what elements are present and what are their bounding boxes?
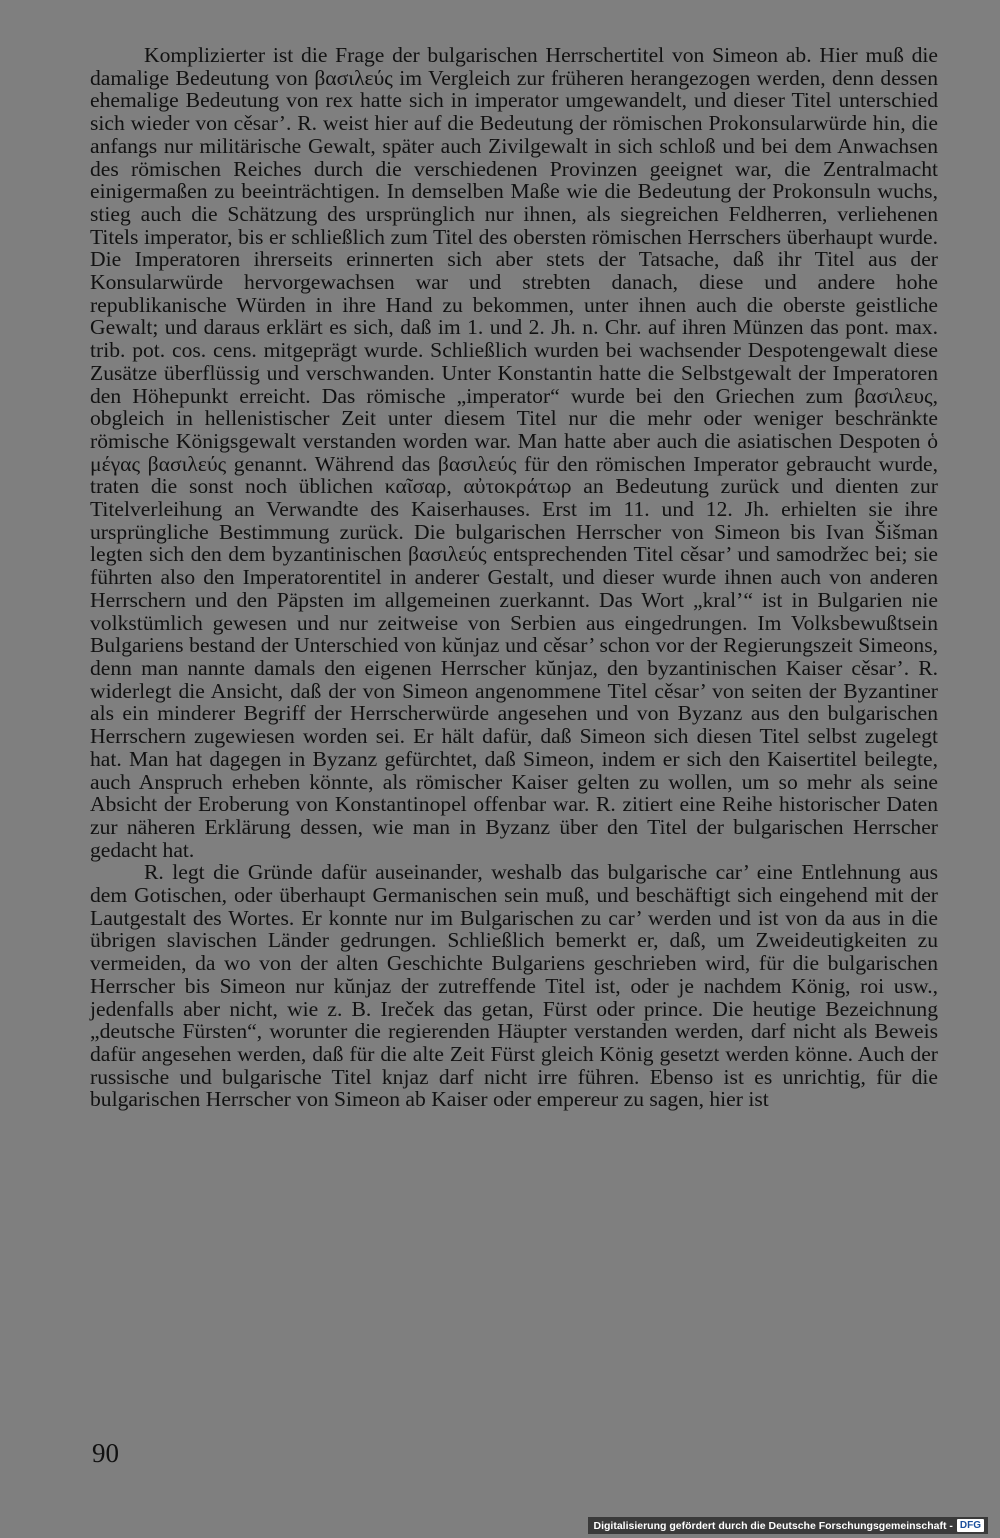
dfg-logo-icon: DFG <box>957 1519 984 1532</box>
footer-credit-text: Digitalisierung gefördert durch die Deutsche Forschungsgemeinschaft - <box>593 1519 953 1532</box>
paragraph-1: Komplizierter ist die Frage der bulgarischen Herrschertitel von Simeon ab. Hier muß die damalige Bedeutung von βασιλεύς im Vergleich zur früheren herangezogen werden, denn dessen ehemalige Bedeutung von rex hatte sich in imperator umgewandelt, und dieser Titel unterschied sich wieder von cěsar’. R. weist hier auf die Bedeutung der römischen Prokonsularwürde hin, die anfangs nur militärische Gewalt, später auch Zivilgewalt in sich schloß und bei dem Anwachsen des römischen Reiches durch die verschiedenen Provinzen geeignet war, die Zentralmacht einigermaßen zu beeinträchtigen. In demselben Maße wie die Bedeutung der Prokonsuln wuchs, stieg auch die Schätzung des ursprünglich nur ihnen, als siegreichen Feldherren, verliehenen Titels imperator, bis er schließlich zum Titel des obersten römischen Herrschers überhaupt wurde. Die Imperatoren ihrerseits erinnerten sich aber stets der Tatsache, daß ihr Titel aus der Konsularwürde hervorgewachsen war und strebten danach, diese und andere hohe republikanische Würden in ihre Hand zu bekommen, unter ihnen auch die oberste geistliche Gewalt; und daraus erklärt es sich, daß im 1. und 2. Jh. n. Chr. auf ihren Münzen das pont. max. trib. pot. cos. cens. mitgeprägt wurde. Schließlich wurden bei wachsender Despotengewalt diese Zusätze überflüssig und verschwanden. Unter Konstantin hatte die Selbstgewalt der Imperatoren den Höhepunkt erreicht. Das römische „imperator“ wurde bei den Griechen zum βασιλευς, obgleich in hellenistischer Zeit unter diesem Titel nur die mehr oder weniger beschränkte römische Königsgewalt verstanden worden war. Man hatte aber auch die asiatischen Despoten ὁ μέγας βασιλεύς genannt. Während das βασιλεύς für den römischen Imperator gebraucht wurde, traten die sonst noch üblichen καῖσαρ, αὐτοκράτωρ an Bedeutung zurück und dienten zur Titelverleihung an Verwandte des Kaiserhauses. Erst im 11. und 12. Jh. erhielten sie ihre ursprüngliche Bestimmung zurück. Die bulgarischen Herrscher von Simeon bis Ivan Šišman legten sich den dem byzantinischen βασιλεύς entsprechenden Titel cěsar’ und samodržec bei; sie führten also den Imperatorentitel in anderer Gestalt, und dieser wurde ihnen auch von anderen Herrschern und den Päpsten im allgemeinen zuerkannt. Das Wort „kral’“ ist in Bulgarien nie volkstümlich gewesen und nur zeitweise von Serbien aus eingedrungen. Im Volksbewußtsein Bulgariens bestand der Unterschied von kŭnjaz und cěsar’ schon vor der Regierungszeit Simeons, denn man nannte damals den eigenen Herrscher kŭnjaz, den byzantinischen Kaiser cěsar’. R. widerlegt die Ansicht, daß der von Simeon angenommene Titel cěsar’ von seiten der Byzantiner als ein minderer Begriff der Herrscherwürde angesehen und von Byzanz aus den bulgarischen Herrschern zugewiesen worden sei. Er hält dafür, daß Simeon sich diesen Titel selbst zugelegt hat. Man hat dagegen in Byzanz gefürchtet, daß Simeon, indem er sich den Kaisertitel beilegte, auch Anspruch erheben könnte, als römischer Kaiser gelten zu wollen, um so mehr als seine Absicht der Eroberung von Konstantinopel offenbar war. R. zitiert eine Reihe historischer Daten zur näheren Erklärung dessen, wie man in Byzanz über den Titel der bulgarischen Herrscher gedacht hat. <box>90 43 938 862</box>
digitization-footer <box>588 1517 989 1534</box>
paragraph-2: R. legt die Gründe dafür auseinander, weshalb das bulgarische car’ eine Entlehnung aus dem Gotischen, oder überhaupt Germanischen sein muß, und beschäftigt sich eingehend mit der Lautgestalt des Wortes. Er konnte nur im Bulgarischen zu car’ werden und ist von da aus in die übrigen slavischen Länder gedrungen. Schließlich bemerkt er, daß, um Zweideutigkeiten zu vermeiden, da wo von der alten Geschichte Bulgariens geschrieben wird, für die bulgarischen Herrscher bis Simeon nur kŭnjaz der zutreffende Titel ist, oder je nachdem König, roi usw., jedenfalls aber nicht, wie z. B. Ireček das getan, Fürst oder prince. Die heutige Bezeichnung „deutsche Fürsten“, worunter die regierenden Häupter verstanden werden, darf nicht als Beweis dafür angesehen werden, daß für die alte Zeit Fürst gleich König gesetzt werden könne. Auch der russische und bulgarische Titel knjaz darf nicht irre führen. Ebenso ist es unrichtig, für die bulgarischen Herrscher von Simeon ab Kaiser oder empereur zu sagen, hier ist <box>90 860 938 1112</box>
page-number: 90 <box>92 1438 119 1468</box>
page-body <box>90 44 938 1111</box>
